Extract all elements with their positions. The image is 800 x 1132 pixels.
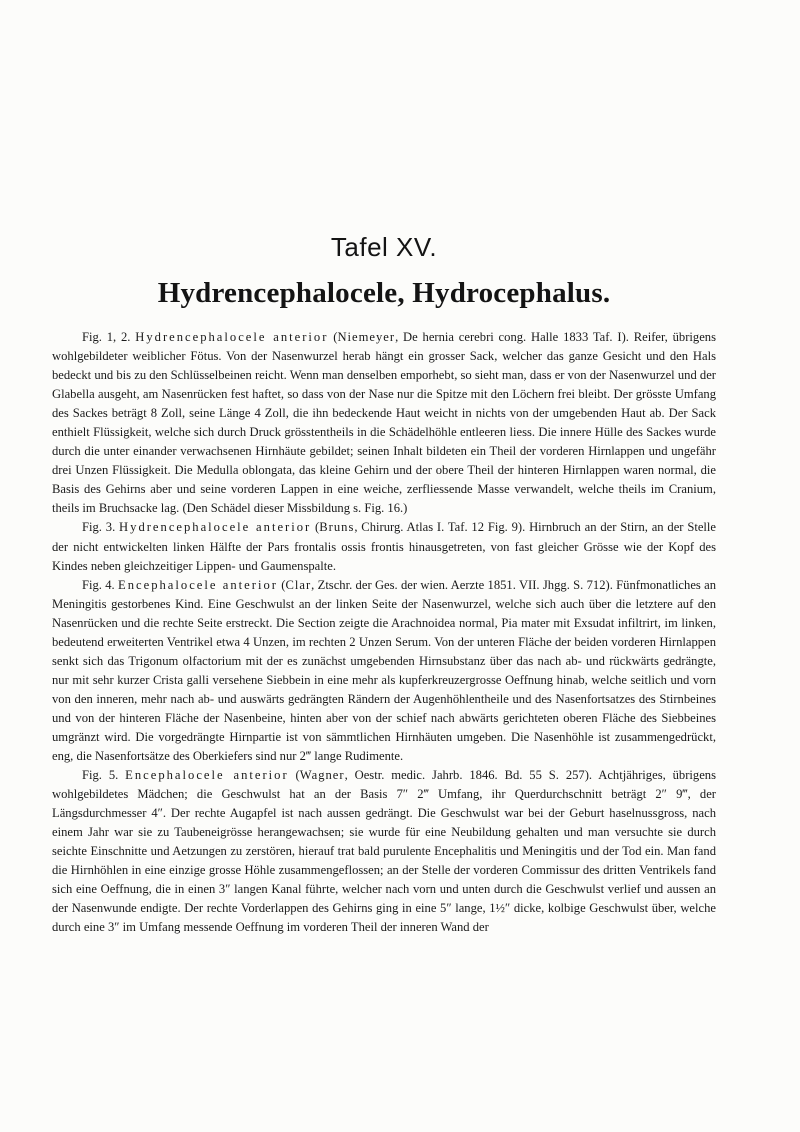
paren-open: ( [311,520,320,535]
paragraph-fig-4 [52,576,716,766]
document-title: Hydrencephalocele, Hydrocephalus. [157,277,611,309]
paragraph-text: , Chirurg. Atlas I. Taf. 12 Fig. 9). Hirnbruch an der Stirn, an der Stelle der nicht entwickelten linken Hälfte der Pars frontalis ossis frontis hinausgetreten, von fast gleicher Grösse wie der Kopf des Kindes neben gleichzeitiger Lippen- und Gaumenspalte. [52,520,716,573]
author-name: Clar [285,577,312,592]
plate-heading: Tafel XV. [330,232,438,262]
author-name: Bruns [319,520,355,535]
diagnosis-term: Hydrencephalocele anterior [135,330,329,344]
paragraph-text: , Ztschr. der Ges. der wien. Aerzte 1851. VII. Jhgg. S. 712). Fünfmonatliches an Meningitis gestorbenes Kind. Eine Geschwulst an der linken Seite der Nasenwurzel, welche sich auch über die letztere auf den Nasenrücken und die rechte Seite erstreckt. Die Section zeigte die Arachnoidea normal, Pia mater mit Exsudat infiltrirt, im linken, bedeutend erweiterten Ventrikel etwa 4 Unzen, im rechten 2 Unzen Serum. Von der unteren Fläche der beiden vorderen Hirnlappen senkt sich das Trigonum olfactorium mit der es zunächst umgebenden Hirnsubstanz über das nach ab- und rückwärts gedrängte, nur mit sehr kurzer Crista galli versehene Siebbein in eine mehr als kupferkreuzergrosse Oeffnung hinab, welche seitlich und vorn von den inneren, mehr nach ab- und auswärts gedrängten Rändern der Augenhöhlentheile und des Nasenfortsatzes des Stirnbeines und von der hinteren Fläche der Nasenbeine, hinten aber von der schief nach abwärts gerichteten oberen Fläche des Siebbeines umgränzt wird. Die vorgedrängte Hirnpartie ist von sämmtlichen Hirnhäuten umgeben. Die Nasenhöhle ist zusammengedrückt, eng, die Nasenfortsätze des Oberkiefers sind nur 2‴ lange Rudimente. [52,577,717,764]
diagnosis-term: Hydrencephalocele anterior [119,520,312,535]
paren-open: ( [288,768,300,783]
paragraph-text: , De hernia cerebri cong. Halle 1833 Taf. I). Reifer, übrigens wohlgebildeter weiblicher Fötus. Von der Nasenwurzel herab hängt ein grosser Sack, welcher das ganze Gesicht und den Hals bedeckt und bis zu den Schlüsselbeinen reicht. Wenn man denselben emporhebt, so sieht man, dass er von der Nasenwurzel und der Glabella ausgeht, am Nasenrücken fest haftet, so dass von der Nase nur die Spitze mit den Löchern frei bleibt. Der grösste Umfang des Sackes beträgt 8 Zoll, seine Länge 4 Zoll, die ihn bedeckende Haut weicht in nichts von der umgebenden Haut ab. Der Sack enthielt Flüssigkeit, welche sich durch Druck grösstentheils in die Schädelhöhle entleeren liess. Die innere Hülle des Sackes wurde durch die unter einander verwachsenen Hirnhäute gebildet; seinen Inhalt bildeten ein Theil der vorderen Hirnlappen und ungefähr drei Unzen Flüssigkeit. Die Medulla oblongata, das kleine Gehirn und der obere Theil der hinteren Hirnlappen waren normal, die Basis des Gehirns aber und seine vorderen Lappen in eine weiche, zerfliessende Masse verwandelt, welche theils im Cranium, theils im Bruchsacke lag. (Den Schädel dieser Missbildung s. Fig. 16.) [52,330,717,516]
figure-reference: Fig. 1, 2. [82,330,131,344]
diagnosis-term: Encephalocele anterior [118,577,278,592]
paragraph-fig-5 [52,766,716,937]
diagnosis-term: Encephalocele anterior [125,768,289,783]
paragraph-text: , Oestr. medic. Jahrb. 1846. Bd. 55 S. 257). Achtjähriges, übrigens wohlgebildetes Mädchen; die Geschwulst hat an der Basis 7″ 2‴ Umfang, ihr Querdurchschnitt beträgt 2″ 9‴, der Längsdurchmesser 4″. Der rechte Augapfel ist nach aussen gedrängt. Die Geschwulst war bei der Geburt haselnussgross, nach einem Jahr war sie zu Taubeneigrösse herangewachsen; sie wurde für eine Neubildung gehalten und man versuchte sie durch seichte Einschnitte und Aetzungen zu zerstören, hierauf trat bald purulente Encephalitis und Meningitis und der Tod ein. Man fand die Hirnhöhlen in eine einzige grosse Höhle zusammengeflossen; an der Stelle der vorderen Commissur des dritten Ventrikels fand sich eine Oeffnung, die in einen 3″ langen Kanal führte, welcher nach vorn und unten durch die Geschwulst verlief und aussen an der Nasenwunde endigte. Der rechte Vorderlappen des Gehirns ging in eine 5″ lange, 1½″ dicke, kolbige Geschwulst über, welche durch eine 3″ im Umfang messende Oeffnung im vorderen Theil der inneren Wand der [52,768,717,935]
figure-reference: Fig. 4. [82,577,115,592]
author-name: Niemeyer [337,330,396,344]
figure-reference: Fig. 3. [82,520,116,535]
paren-open: ( [277,577,286,592]
paragraph-fig-3 [52,518,716,575]
paragraph-fig-1-2 [52,328,716,518]
figure-reference: Fig. 5. [82,768,119,783]
document-page [52,232,716,938]
paren-open: ( [328,330,338,344]
author-name: Wagner [299,768,345,783]
